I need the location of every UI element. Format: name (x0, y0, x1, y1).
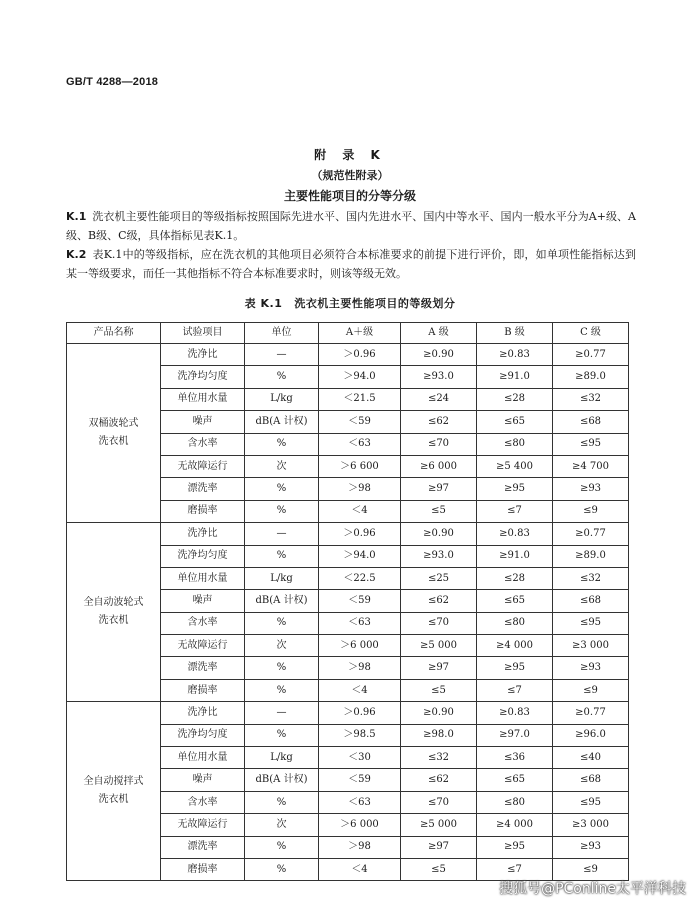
grade-b-cell: ≤65 (477, 769, 553, 791)
product-name-line: 双桶波轮式 (88, 418, 139, 430)
table-row (67, 344, 629, 366)
grade-b-cell: ≤7 (477, 679, 553, 701)
grade-c-cell: ≤32 (553, 388, 629, 410)
grade-a-cell: ≤70 (401, 791, 477, 813)
grade-a-cell: ≥97 (401, 478, 477, 500)
column-header: C 级 (553, 323, 629, 344)
unit-cell: L/kg (245, 747, 319, 769)
grade-a-cell: ≥6 000 (401, 455, 477, 477)
grade-a-cell: ≥97 (401, 657, 477, 679)
grade-b-cell: ≤28 (477, 567, 553, 589)
test-item-cell: 无故障运行 (161, 455, 245, 477)
appendix-subtitle: （规范性附录） (311, 169, 389, 182)
unit-cell: % (245, 657, 319, 679)
grade-a-cell: ≤62 (401, 411, 477, 433)
test-item-cell: 磨损率 (161, 500, 245, 522)
grade-a-plus-cell: ＞0.96 (319, 702, 401, 724)
column-header: 单位 (245, 323, 319, 344)
grade-a-cell: ≤5 (401, 858, 477, 880)
grade-b-cell: ≤65 (477, 411, 553, 433)
test-item-cell: 含水率 (161, 791, 245, 813)
grade-a-cell: ≥98.0 (401, 724, 477, 746)
grade-c-cell: ≤9 (553, 679, 629, 701)
grade-a-cell: ≤62 (401, 769, 477, 791)
unit-cell: — (245, 702, 319, 724)
grade-b-cell: ≤80 (477, 612, 553, 634)
column-header: 试验项目 (161, 323, 245, 344)
grade-a-cell: ≥0.90 (401, 344, 477, 366)
unit-cell: % (245, 724, 319, 746)
product-name-cell (67, 344, 161, 523)
clause-text: 表K.1中的等级指标，应在洗衣机的其他项目必须符合本标准要求的前提下进行评价，即，如单项性能指标达到某一等级要求，而任一其他指标不符合本标准要求时，则该等级无效。 (66, 248, 636, 280)
column-header: A 级 (401, 323, 477, 344)
clause-k2 (66, 245, 636, 283)
unit-cell: % (245, 679, 319, 701)
unit-cell: 次 (245, 635, 319, 657)
grade-b-cell: ≥95 (477, 836, 553, 858)
appendix-title: 附 录 K (314, 148, 386, 162)
grade-a-cell: ≥0.90 (401, 523, 477, 545)
grade-a-plus-cell: ＞98 (319, 836, 401, 858)
grade-a-cell: ≤70 (401, 433, 477, 455)
grade-b-cell: ≥5 400 (477, 455, 553, 477)
grade-b-cell: ≥97.0 (477, 724, 553, 746)
unit-cell: % (245, 366, 319, 388)
column-header: 产品名称 (67, 323, 161, 344)
grade-b-cell: ≥4 000 (477, 635, 553, 657)
unit-cell: % (245, 858, 319, 880)
table-row (67, 702, 629, 724)
grade-c-cell: ≤40 (553, 747, 629, 769)
watermark: 搜狐号@PConline太平洋科技 (499, 881, 686, 897)
grade-b-cell: ≤7 (477, 858, 553, 880)
grade-a-plus-cell: ＞6 000 (319, 814, 401, 836)
grade-a-plus-cell: ＜63 (319, 791, 401, 813)
grade-b-cell: ≤7 (477, 500, 553, 522)
clause-number: K.2 (66, 248, 87, 261)
appendix-heading: 主要性能项目的分等分级 (283, 189, 416, 203)
grade-a-plus-cell: ＜22.5 (319, 567, 401, 589)
test-item-cell: 单位用水量 (161, 388, 245, 410)
unit-cell: — (245, 523, 319, 545)
test-item-cell: 漂洗率 (161, 836, 245, 858)
product-name-cell (67, 702, 161, 881)
table-caption-title: 洗衣机主要性能项目的等级划分 (294, 297, 456, 310)
grade-a-cell: ≥5 000 (401, 635, 477, 657)
grade-c-cell: ≤32 (553, 567, 629, 589)
unit-cell: dB(A 计权) (245, 769, 319, 791)
grade-c-cell: ≥0.77 (553, 344, 629, 366)
product-name-cell (67, 523, 161, 702)
grade-c-cell: ≥96.0 (553, 724, 629, 746)
test-item-cell: 洗净均匀度 (161, 545, 245, 567)
grade-a-cell: ≥93.0 (401, 366, 477, 388)
unit-cell: % (245, 433, 319, 455)
grade-c-cell: ≥0.77 (553, 523, 629, 545)
unit-cell: % (245, 545, 319, 567)
grade-a-plus-cell: ＜59 (319, 769, 401, 791)
grade-a-cell: ≥5 000 (401, 814, 477, 836)
grade-c-cell: ≥3 000 (553, 814, 629, 836)
product-name-line: 全自动搅拌式 (83, 776, 144, 788)
test-item-cell: 无故障运行 (161, 814, 245, 836)
column-header: A＋级 (319, 323, 401, 344)
grade-c-cell: ≥93 (553, 478, 629, 500)
test-item-cell: 洗净比 (161, 523, 245, 545)
grade-a-plus-cell: ＞94.0 (319, 366, 401, 388)
grade-a-cell: ≤32 (401, 747, 477, 769)
grade-a-plus-cell: ＞0.96 (319, 523, 401, 545)
grade-b-cell: ≥91.0 (477, 545, 553, 567)
unit-cell: % (245, 478, 319, 500)
test-item-cell: 洗净均匀度 (161, 724, 245, 746)
grade-a-cell: ≥93.0 (401, 545, 477, 567)
test-item-cell: 噪声 (161, 769, 245, 791)
test-item-cell: 含水率 (161, 612, 245, 634)
test-item-cell: 噪声 (161, 590, 245, 612)
test-item-cell: 单位用水量 (161, 567, 245, 589)
grade-a-plus-cell: ＞98 (319, 478, 401, 500)
product-name-line: 全自动波轮式 (83, 597, 144, 609)
table-caption-number: 表 K.1 (244, 297, 283, 310)
test-item-cell: 漂洗率 (161, 478, 245, 500)
unit-cell: 次 (245, 455, 319, 477)
unit-cell: % (245, 791, 319, 813)
grade-b-cell: ≥0.83 (477, 344, 553, 366)
grade-b-cell: ≤80 (477, 433, 553, 455)
grade-c-cell: ≤68 (553, 411, 629, 433)
test-item-cell: 洗净比 (161, 702, 245, 724)
grade-b-cell: ≥0.83 (477, 702, 553, 724)
test-item-cell: 含水率 (161, 433, 245, 455)
grade-table (66, 322, 629, 881)
grade-b-cell: ≥95 (477, 657, 553, 679)
grade-a-plus-cell: ＜4 (319, 679, 401, 701)
test-item-cell: 噪声 (161, 411, 245, 433)
unit-cell: % (245, 500, 319, 522)
grade-c-cell: ≤95 (553, 433, 629, 455)
grade-c-cell: ≤9 (553, 858, 629, 880)
test-item-cell: 漂洗率 (161, 657, 245, 679)
unit-cell: 次 (245, 814, 319, 836)
column-header: B 级 (477, 323, 553, 344)
unit-cell: % (245, 612, 319, 634)
grade-a-plus-cell: ＜59 (319, 411, 401, 433)
grade-a-cell: ≤25 (401, 567, 477, 589)
grade-c-cell: ≥3 000 (553, 635, 629, 657)
grade-c-cell: ≤68 (553, 769, 629, 791)
table-header-row (67, 323, 629, 344)
unit-cell: L/kg (245, 567, 319, 589)
unit-cell: % (245, 836, 319, 858)
test-item-cell: 无故障运行 (161, 635, 245, 657)
grade-c-cell: ≥93 (553, 836, 629, 858)
grade-a-plus-cell: ＜4 (319, 858, 401, 880)
grade-a-plus-cell: ＜4 (319, 500, 401, 522)
grade-b-cell: ≥95 (477, 478, 553, 500)
grade-b-cell: ≥91.0 (477, 366, 553, 388)
grade-b-cell: ≤36 (477, 747, 553, 769)
grade-b-cell: ≤28 (477, 388, 553, 410)
grade-a-plus-cell: ＞98 (319, 657, 401, 679)
grade-a-plus-cell: ＜63 (319, 433, 401, 455)
unit-cell: — (245, 344, 319, 366)
grade-a-cell: ≥97 (401, 836, 477, 858)
grade-b-cell: ≤80 (477, 791, 553, 813)
table-row (67, 523, 629, 545)
grade-c-cell: ≥0.77 (553, 702, 629, 724)
grade-c-cell: ≥93 (553, 657, 629, 679)
grade-a-cell: ≤5 (401, 679, 477, 701)
grade-c-cell: ≤9 (553, 500, 629, 522)
table-caption (0, 295, 700, 311)
test-item-cell: 洗净比 (161, 344, 245, 366)
product-name-line: 洗衣机 (98, 436, 129, 448)
grade-a-plus-cell: ＞98.5 (319, 724, 401, 746)
grade-a-cell: ≤5 (401, 500, 477, 522)
grade-a-cell: ≤24 (401, 388, 477, 410)
grade-c-cell: ≤68 (553, 590, 629, 612)
clause-k1 (66, 207, 636, 245)
grade-b-cell: ≥0.83 (477, 523, 553, 545)
product-name-line: 洗衣机 (98, 794, 129, 806)
grade-a-plus-cell: ＞6 600 (319, 455, 401, 477)
unit-cell: dB(A 计权) (245, 590, 319, 612)
grade-c-cell: ≤95 (553, 612, 629, 634)
test-item-cell: 磨损率 (161, 679, 245, 701)
grade-a-cell: ≤70 (401, 612, 477, 634)
product-name-line: 洗衣机 (98, 615, 129, 627)
grade-c-cell: ≥4 700 (553, 455, 629, 477)
grade-a-plus-cell: ＜30 (319, 747, 401, 769)
grade-c-cell: ≥89.0 (553, 545, 629, 567)
clause-number: K.1 (66, 210, 87, 223)
grade-a-plus-cell: ＞6 000 (319, 635, 401, 657)
test-item-cell: 磨损率 (161, 858, 245, 880)
grade-b-cell: ≤65 (477, 590, 553, 612)
grade-c-cell: ≤95 (553, 791, 629, 813)
grade-a-cell: ≤62 (401, 590, 477, 612)
test-item-cell: 单位用水量 (161, 747, 245, 769)
clause-text: 洗衣机主要性能项目的等级指标按照国际先进水平、国内先进水平、国内中等水平、国内一般水平分为A+级、A级、B级、C级，具体指标见表K.1。 (66, 210, 636, 242)
test-item-cell: 洗净均匀度 (161, 366, 245, 388)
unit-cell: L/kg (245, 388, 319, 410)
grade-b-cell: ≥4 000 (477, 814, 553, 836)
grade-a-plus-cell: ＞94.0 (319, 545, 401, 567)
grade-a-plus-cell: ＜59 (319, 590, 401, 612)
grade-a-cell: ≥0.90 (401, 702, 477, 724)
grade-a-plus-cell: ＞0.96 (319, 344, 401, 366)
grade-a-plus-cell: ＜21.5 (319, 388, 401, 410)
unit-cell: dB(A 计权) (245, 411, 319, 433)
standard-number: GB/T 4288—2018 (66, 76, 159, 88)
grade-c-cell: ≥89.0 (553, 366, 629, 388)
grade-a-plus-cell: ＜63 (319, 612, 401, 634)
